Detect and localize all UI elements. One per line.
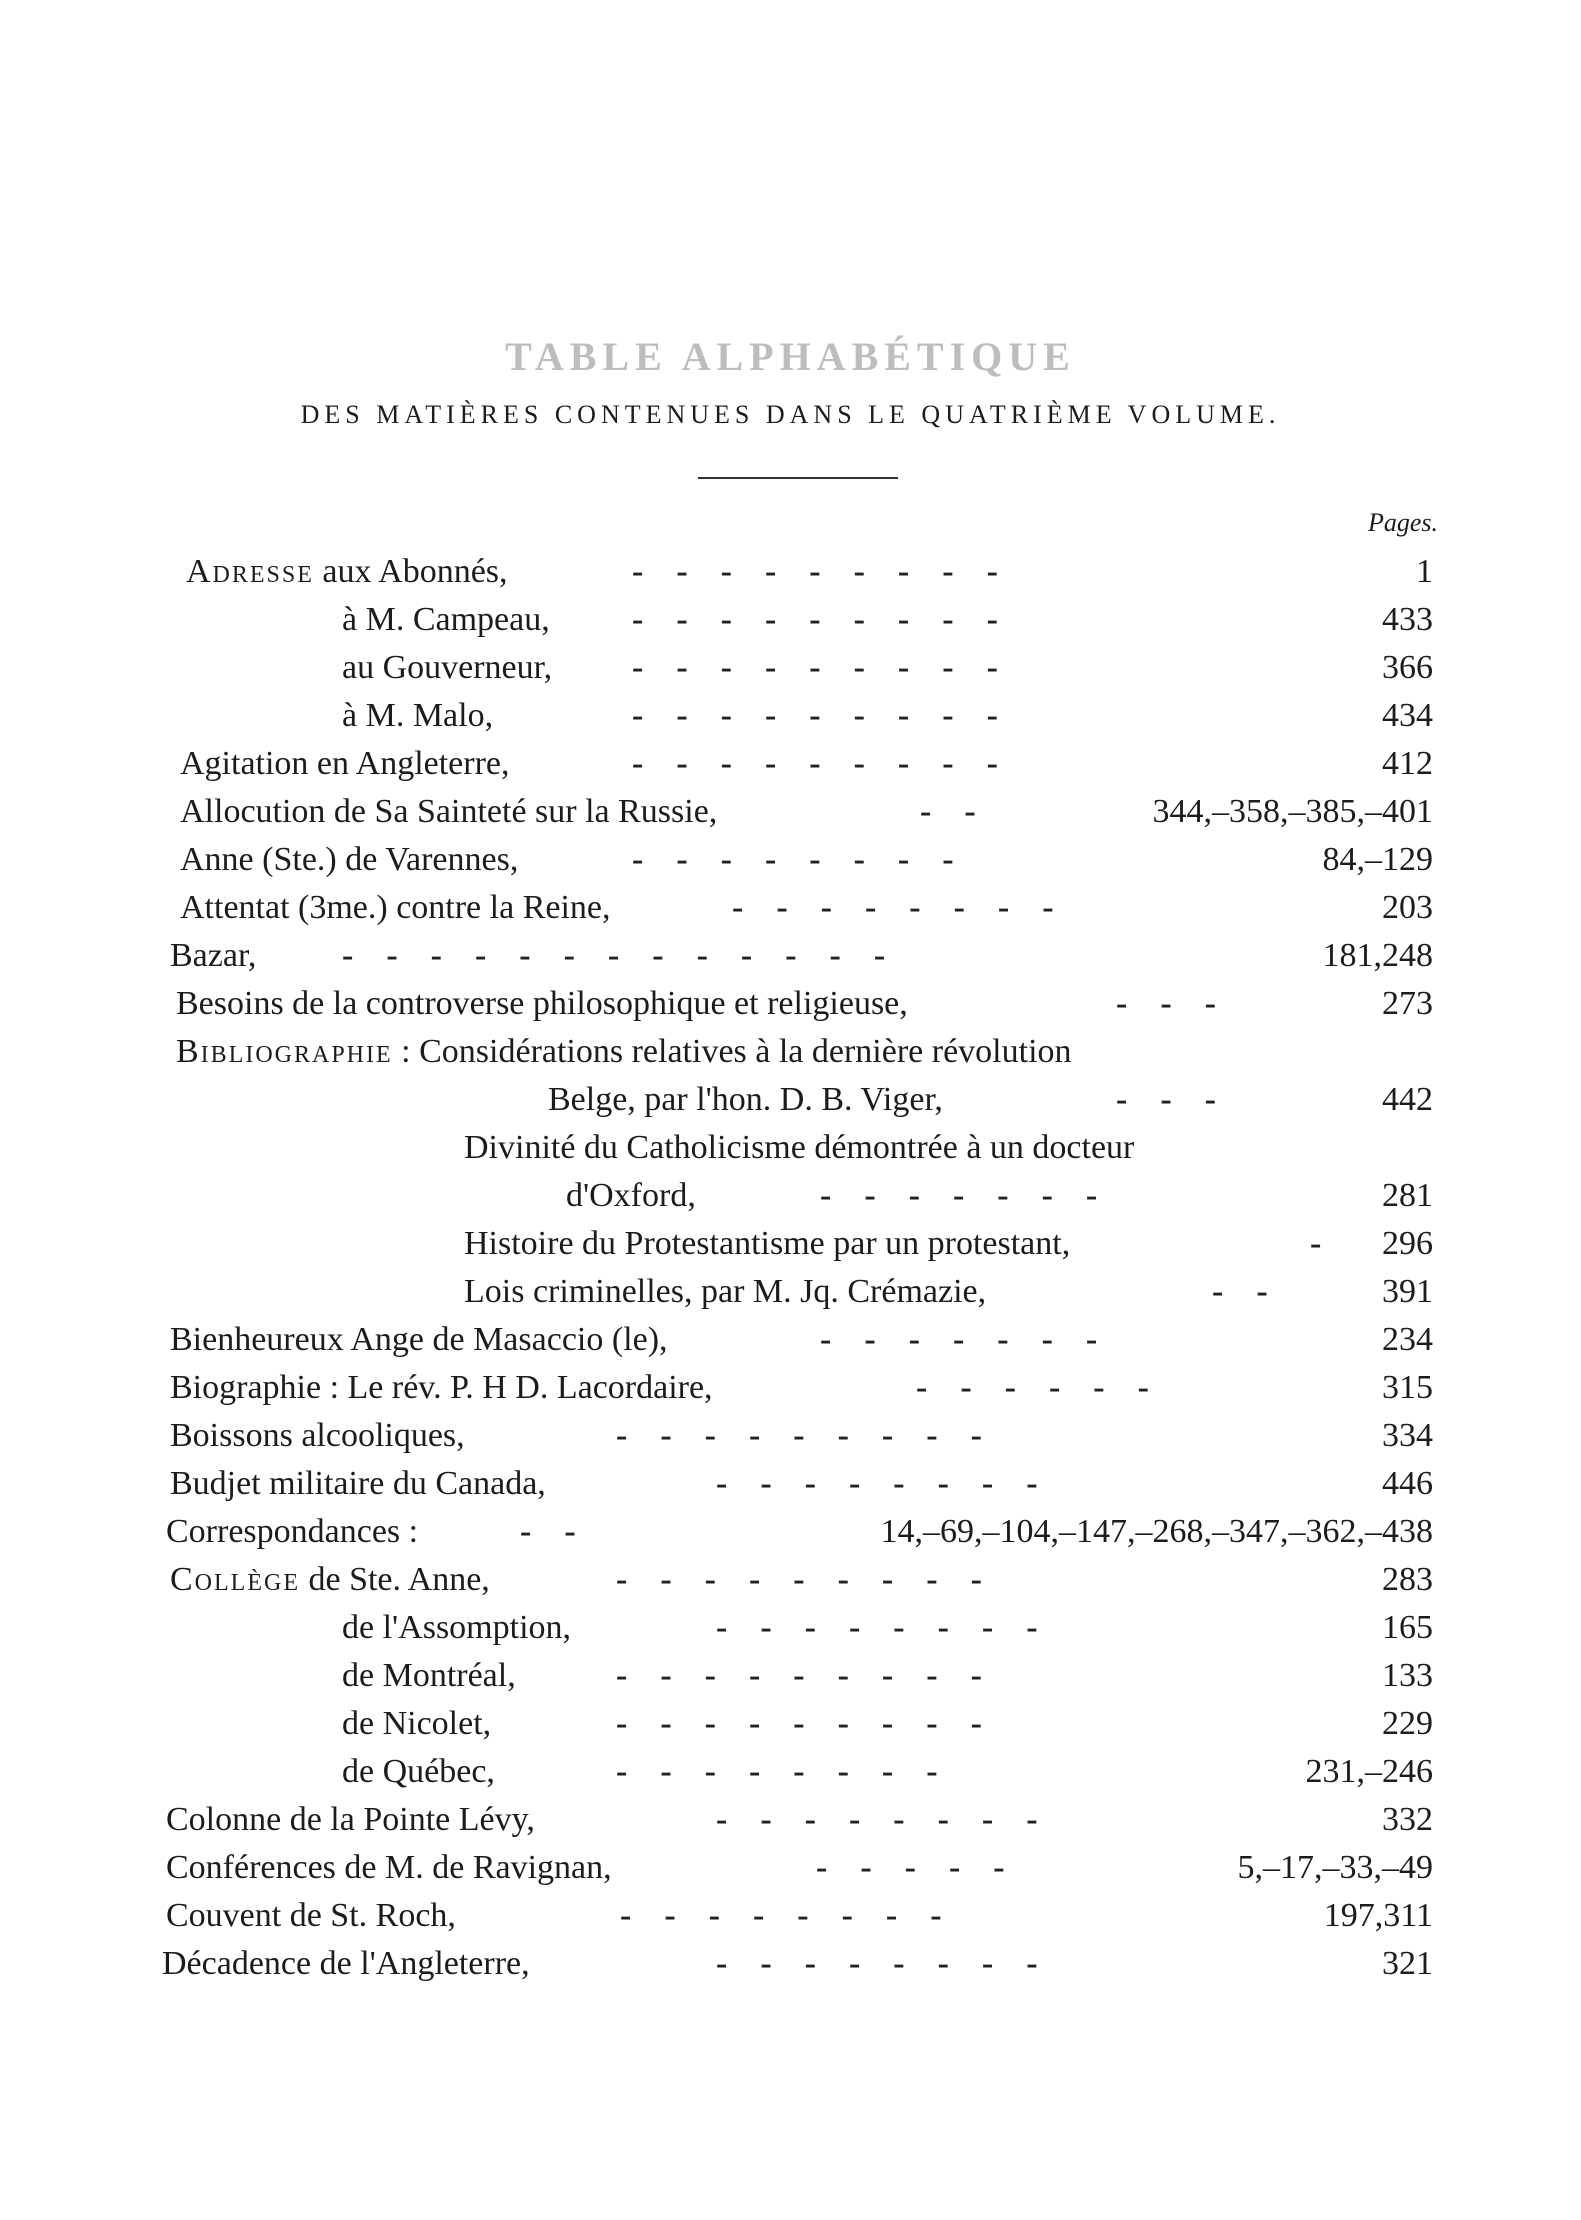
index-entry bbox=[0, 1224, 1581, 1272]
index-entry bbox=[0, 1416, 1581, 1464]
leader-dashes: --------- bbox=[616, 1417, 1015, 1454]
index-entry bbox=[0, 1608, 1581, 1656]
leader-dashes: --------- bbox=[632, 553, 1031, 590]
entry-label: Anne (Ste.) de Varennes, bbox=[180, 841, 519, 878]
leader-dashes: --------- bbox=[632, 697, 1031, 734]
entry-pages: 84,–129 bbox=[1322, 841, 1433, 878]
entry-pages: 442 bbox=[1382, 1081, 1433, 1118]
leader-dashes: -------- bbox=[716, 1609, 1071, 1646]
entry-pages: 283 bbox=[1382, 1561, 1433, 1598]
index-entry bbox=[0, 1080, 1581, 1128]
entry-label: d'Oxford, bbox=[566, 1177, 696, 1214]
index-entry bbox=[0, 1032, 1581, 1080]
entry-label: Allocution de Sa Sainteté sur la Russie, bbox=[180, 793, 718, 830]
index-entry bbox=[0, 648, 1581, 696]
entry-pages: 434 bbox=[1382, 697, 1433, 734]
page-subtitle: DES MATIÈRES CONTENUES DANS LE QUATRIÈME VOLUME. bbox=[300, 400, 1281, 429]
entry-pages: 412 bbox=[1382, 745, 1433, 782]
entry-label: de Montréal, bbox=[342, 1657, 516, 1694]
entry-main-term: Adresse bbox=[186, 553, 314, 590]
index-entry bbox=[0, 840, 1581, 888]
entry-label: à M. Campeau, bbox=[342, 601, 550, 638]
entry-label: Correspondances : bbox=[166, 1513, 419, 1550]
entry-pages: 5,–17,–33,–49 bbox=[1237, 1849, 1433, 1886]
index-entry bbox=[0, 1464, 1581, 1512]
leader-dashes: --------- bbox=[616, 1561, 1015, 1598]
index-entry bbox=[0, 600, 1581, 648]
leader-dashes: ------ bbox=[916, 1369, 1182, 1406]
entry-pages: 321 bbox=[1382, 1945, 1433, 1982]
index-entry bbox=[0, 984, 1581, 1032]
index-entry bbox=[0, 1128, 1581, 1176]
index-entry bbox=[0, 1704, 1581, 1752]
leader-dashes: ----- bbox=[816, 1849, 1038, 1886]
entry-label: Agitation en Angleterre, bbox=[180, 745, 510, 782]
entry-pages: 273 bbox=[1382, 985, 1433, 1022]
entry-label: Collège de Ste. Anne, bbox=[170, 1561, 490, 1598]
leader-dashes: -------- bbox=[616, 1753, 971, 1790]
entry-pages: 433 bbox=[1382, 601, 1433, 638]
index-entry bbox=[0, 1752, 1581, 1800]
title-rule bbox=[698, 477, 898, 479]
entry-label: Biographie : Le rév. P. H D. Lacordaire, bbox=[170, 1369, 713, 1406]
entry-pages: 133 bbox=[1382, 1657, 1433, 1694]
entry-pages: 231,–246 bbox=[1305, 1753, 1433, 1790]
index-entry bbox=[0, 1848, 1581, 1896]
entry-label: Belge, par l'hon. D. B. Viger, bbox=[548, 1081, 943, 1118]
index-entry bbox=[0, 1368, 1581, 1416]
entry-pages: 165 bbox=[1382, 1609, 1433, 1646]
leader-dashes: --------- bbox=[632, 601, 1031, 638]
index-entry bbox=[0, 1944, 1581, 1992]
leader-dashes: -------- bbox=[632, 841, 987, 878]
leader-dashes: -- bbox=[1212, 1273, 1301, 1310]
entry-label: à M. Malo, bbox=[342, 697, 494, 734]
entry-pages: 229 bbox=[1382, 1705, 1433, 1742]
leader-dashes: -------- bbox=[620, 1897, 975, 1934]
leader-dashes: --- bbox=[1116, 1081, 1249, 1118]
leader-dashes: --------- bbox=[632, 745, 1031, 782]
entry-pages: 366 bbox=[1382, 649, 1433, 686]
entry-label: Lois criminelles, par M. Jq. Crémazie, bbox=[464, 1273, 987, 1310]
entry-pages: 446 bbox=[1382, 1465, 1433, 1502]
leader-dashes: --------- bbox=[616, 1657, 1015, 1694]
entry-pages: 181,248 bbox=[1322, 937, 1433, 974]
leader-dashes: -- bbox=[520, 1513, 609, 1550]
entry-label: Budjet militaire du Canada, bbox=[170, 1465, 546, 1502]
entry-label: Bazar, bbox=[170, 937, 257, 974]
entry-label: Histoire du Protestantisme par un protestant, bbox=[464, 1225, 1071, 1262]
index-entry bbox=[0, 1512, 1581, 1560]
entry-pages: 344,–358,–385,–401 bbox=[1152, 793, 1433, 830]
entry-label: Bienheureux Ange de Masaccio (le), bbox=[170, 1321, 668, 1358]
entry-label: Bibliographie : Considérations relatives à la dernière révolution bbox=[176, 1033, 1072, 1070]
leader-dashes: -------- bbox=[716, 1945, 1071, 1982]
entry-pages: 315 bbox=[1382, 1369, 1433, 1406]
index-entry bbox=[0, 1320, 1581, 1368]
entry-label: Adresse aux Abonnés, bbox=[186, 553, 508, 590]
index-entry bbox=[0, 792, 1581, 840]
leader-dashes: - bbox=[1310, 1225, 1355, 1262]
leader-dashes: -- bbox=[920, 793, 1009, 830]
leader-dashes: -------- bbox=[716, 1465, 1071, 1502]
leader-dashes: --------- bbox=[632, 649, 1031, 686]
leader-dashes: ------------- bbox=[342, 937, 919, 974]
leader-dashes: -------- bbox=[716, 1801, 1071, 1838]
entry-pages: 14,–69,–104,–147,–268,–347,–362,–438 bbox=[880, 1513, 1433, 1550]
entry-pages: 391 bbox=[1382, 1273, 1433, 1310]
entry-main-term: Bibliographie bbox=[176, 1033, 393, 1070]
entry-label: Colonne de la Pointe Lévy, bbox=[166, 1801, 535, 1838]
entry-label: Boissons alcooliques, bbox=[170, 1417, 465, 1454]
index-entry bbox=[0, 1800, 1581, 1848]
entry-main-term: Collège bbox=[170, 1561, 300, 1598]
leader-dashes: --------- bbox=[616, 1705, 1015, 1742]
entry-pages: 332 bbox=[1382, 1801, 1433, 1838]
index-entry bbox=[0, 1656, 1581, 1704]
entry-label: Divinité du Catholicisme démontrée à un docteur bbox=[464, 1129, 1135, 1166]
index-entry bbox=[0, 1896, 1581, 1944]
entry-label: Besoins de la controverse philosophique et religieuse, bbox=[176, 985, 908, 1022]
leader-dashes: ------- bbox=[820, 1321, 1131, 1358]
leader-dashes: --- bbox=[1116, 985, 1249, 1022]
entry-pages: 296 bbox=[1382, 1225, 1433, 1262]
index-entry bbox=[0, 696, 1581, 744]
index-entry bbox=[0, 1272, 1581, 1320]
entry-label: au Gouverneur, bbox=[342, 649, 553, 686]
entry-label: Couvent de St. Roch, bbox=[166, 1897, 456, 1934]
entry-label: Attentat (3me.) contre la Reine, bbox=[180, 889, 611, 926]
entry-pages: 1 bbox=[1416, 553, 1433, 590]
index-entry bbox=[0, 1560, 1581, 1608]
entry-label: de Nicolet, bbox=[342, 1705, 492, 1742]
entry-pages: 203 bbox=[1382, 889, 1433, 926]
index-entry bbox=[0, 744, 1581, 792]
index-entry bbox=[0, 888, 1581, 936]
entry-pages: 197,311 bbox=[1323, 1897, 1433, 1934]
entry-pages: 281 bbox=[1382, 1177, 1433, 1214]
page-title: TABLE ALPHABÉTIQUE bbox=[505, 334, 1076, 379]
entry-label: de l'Assomption, bbox=[342, 1609, 572, 1646]
leader-dashes: ------- bbox=[820, 1177, 1131, 1214]
index-entry bbox=[0, 1176, 1581, 1224]
entry-pages: 334 bbox=[1382, 1417, 1433, 1454]
entry-label: Conférences de M. de Ravignan, bbox=[166, 1849, 612, 1886]
entry-pages: 234 bbox=[1382, 1321, 1433, 1358]
entry-label: Décadence de l'Angleterre, bbox=[162, 1945, 530, 1982]
index-entry bbox=[0, 552, 1581, 600]
index-entry bbox=[0, 936, 1581, 984]
leader-dashes: -------- bbox=[732, 889, 1087, 926]
entry-label: de Québec, bbox=[342, 1753, 495, 1790]
pages-column-header: Pages. bbox=[1367, 508, 1438, 537]
